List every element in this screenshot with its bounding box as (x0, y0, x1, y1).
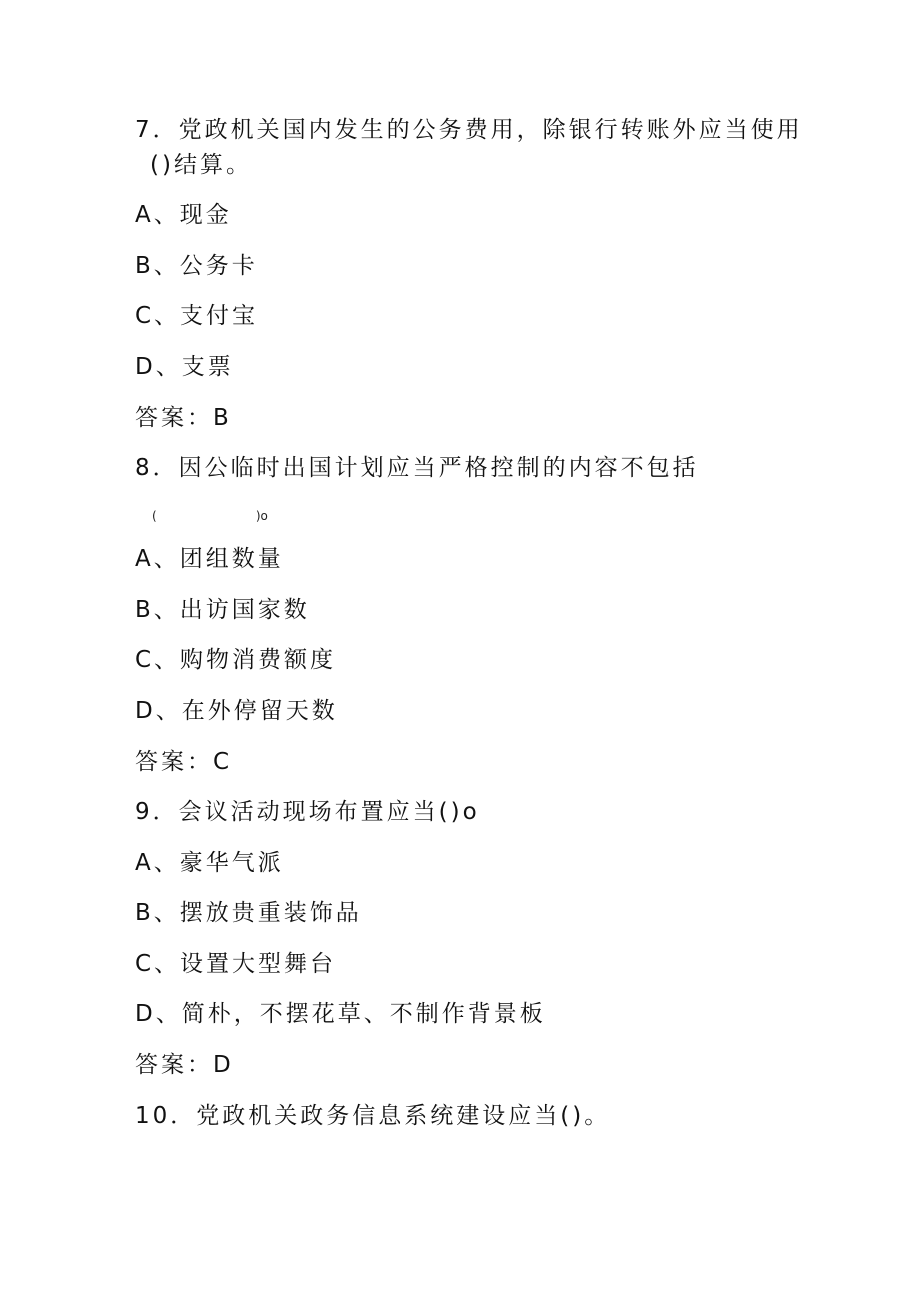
question-8-option-c: C、购物消费额度 (135, 647, 337, 673)
question-8-stem: 8．因公临时出国计划应当严格控制的内容不包括 (135, 455, 699, 481)
question-9-stem: 9．会议活动现场布置应当()o (135, 799, 480, 825)
question-7-option-d: D、支票 (135, 354, 234, 380)
question-8-option-a: A、团组数量 (135, 546, 284, 572)
question-9-option-a: A、豪华气派 (135, 850, 284, 876)
question-7-stem-continuation: ()结算。 (150, 152, 252, 178)
question-8-answer: 答案：C (135, 749, 233, 775)
question-10-stem: 10．党政机关政务信息系统建设应当()。 (135, 1103, 611, 1129)
question-8-option-b: B、出访国家数 (135, 597, 310, 623)
question-7-answer: 答案：B (135, 405, 232, 431)
question-9-option-d: D、简朴，不摆花草、不制作背景板 (135, 1001, 546, 1027)
question-8-option-d: D、在外停留天数 (135, 698, 338, 724)
question-7-stem: 7．党政机关国内发生的公务费用，除银行转账外应当使用 (135, 117, 803, 143)
question-9-answer: 答案：D (135, 1052, 234, 1078)
question-7-option-b: B、公务卡 (135, 253, 258, 279)
question-7-option-c: C、支付宝 (135, 303, 259, 329)
question-8-blank: ( )o (152, 509, 268, 523)
question-7-option-a: A、现金 (135, 202, 232, 228)
question-9-option-b: B、摆放贵重装饰品 (135, 900, 362, 926)
question-9-option-c: C、设置大型舞台 (135, 951, 337, 977)
